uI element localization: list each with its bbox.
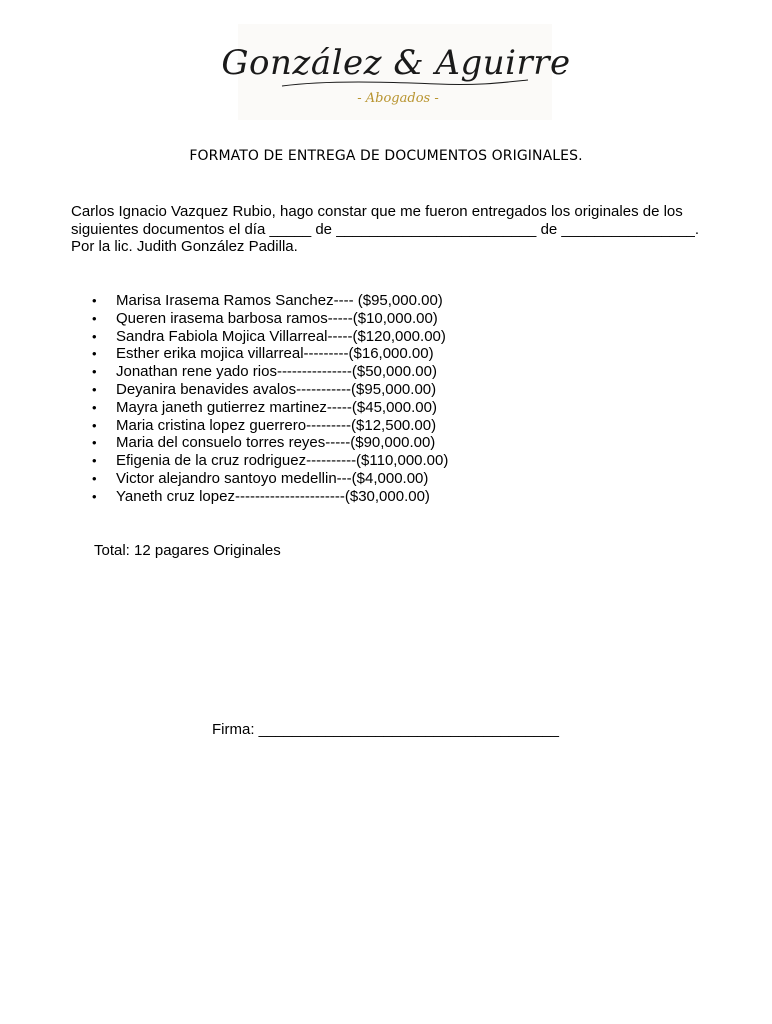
- list-item: [90, 328, 448, 346]
- intro-line-1: Carlos Ignacio Vazquez Rubio, hago constar que me fueron entregados los originales de los: [71, 203, 683, 220]
- list-item-text: Marisa Irasema Ramos Sanchez---- ($95,000.00): [116, 292, 443, 309]
- list-item: [90, 345, 448, 363]
- list-item-text: Queren irasema barbosa ramos-----($10,000.00): [116, 309, 438, 327]
- document-list: [90, 292, 448, 506]
- intro-line-3: Por la lic. Judith González Padilla.: [71, 238, 298, 256]
- bullet-icon: •: [92, 470, 97, 486]
- bullet-icon: •: [92, 453, 97, 469]
- firm-logo: [221, 24, 571, 120]
- bullet-icon: •: [92, 435, 97, 451]
- bullet-icon: •: [92, 364, 97, 380]
- intro-paragraph: [71, 203, 711, 256]
- bullet-icon: •: [92, 346, 97, 362]
- bullet-icon: •: [92, 293, 97, 308]
- list-item-text: Maria del consuelo torres reyes-----($90,000.00): [116, 434, 436, 452]
- bullet-icon: •: [92, 328, 97, 344]
- list-item: [90, 417, 448, 435]
- list-item-text: Victor alejandro santoyo medellin---($4,000.00): [116, 469, 429, 487]
- list-item: [90, 292, 448, 310]
- list-item: [90, 434, 448, 452]
- list-item-text: Efigenia de la cruz rodriguez----------($110,000.00): [116, 452, 449, 470]
- list-item-text: Jonathan rene yado rios---------------($50,000.00): [116, 363, 437, 381]
- signature-line: Firma: ____________________________________: [212, 721, 559, 738]
- list-item-text: Esther erika mojica villarreal---------($16,000.00): [116, 345, 434, 363]
- list-item: [90, 310, 448, 328]
- list-item-text: Deyanira benavides avalos-----------($95,000.00): [116, 380, 437, 398]
- bullet-icon: •: [92, 381, 97, 397]
- list-item: [90, 470, 448, 488]
- bullet-icon: •: [92, 417, 97, 433]
- logo-subtitle: - Abogados -: [357, 91, 439, 106]
- intro-line-2: siguientes documentos el día _____ de ________________________ de ________________.: [71, 220, 700, 238]
- list-item: [90, 488, 448, 506]
- list-item: [90, 363, 448, 381]
- list-item: [90, 399, 448, 417]
- logo-firm-name: González & Aguirre: [221, 43, 571, 83]
- list-item-text: Sandra Fabiola Mojica Villarreal-----($120,000.00): [116, 327, 446, 345]
- bullet-icon: •: [92, 310, 97, 326]
- list-item-text: Mayra janeth gutierrez martinez-----($45,000.00): [116, 398, 437, 416]
- bullet-icon: •: [92, 488, 97, 504]
- document-title: FORMATO DE ENTREGA DE DOCUMENTOS ORIGINALES.: [189, 148, 583, 164]
- total-line: Total: 12 pagares Originales: [94, 542, 281, 559]
- list-item-text: Yaneth cruz lopez----------------------($30,000.00): [116, 487, 430, 505]
- bullet-icon: •: [92, 399, 97, 415]
- list-item-text: Maria cristina lopez guerrero---------($12,500.00): [116, 416, 437, 434]
- list-item: [90, 381, 448, 399]
- list-item: [90, 452, 448, 470]
